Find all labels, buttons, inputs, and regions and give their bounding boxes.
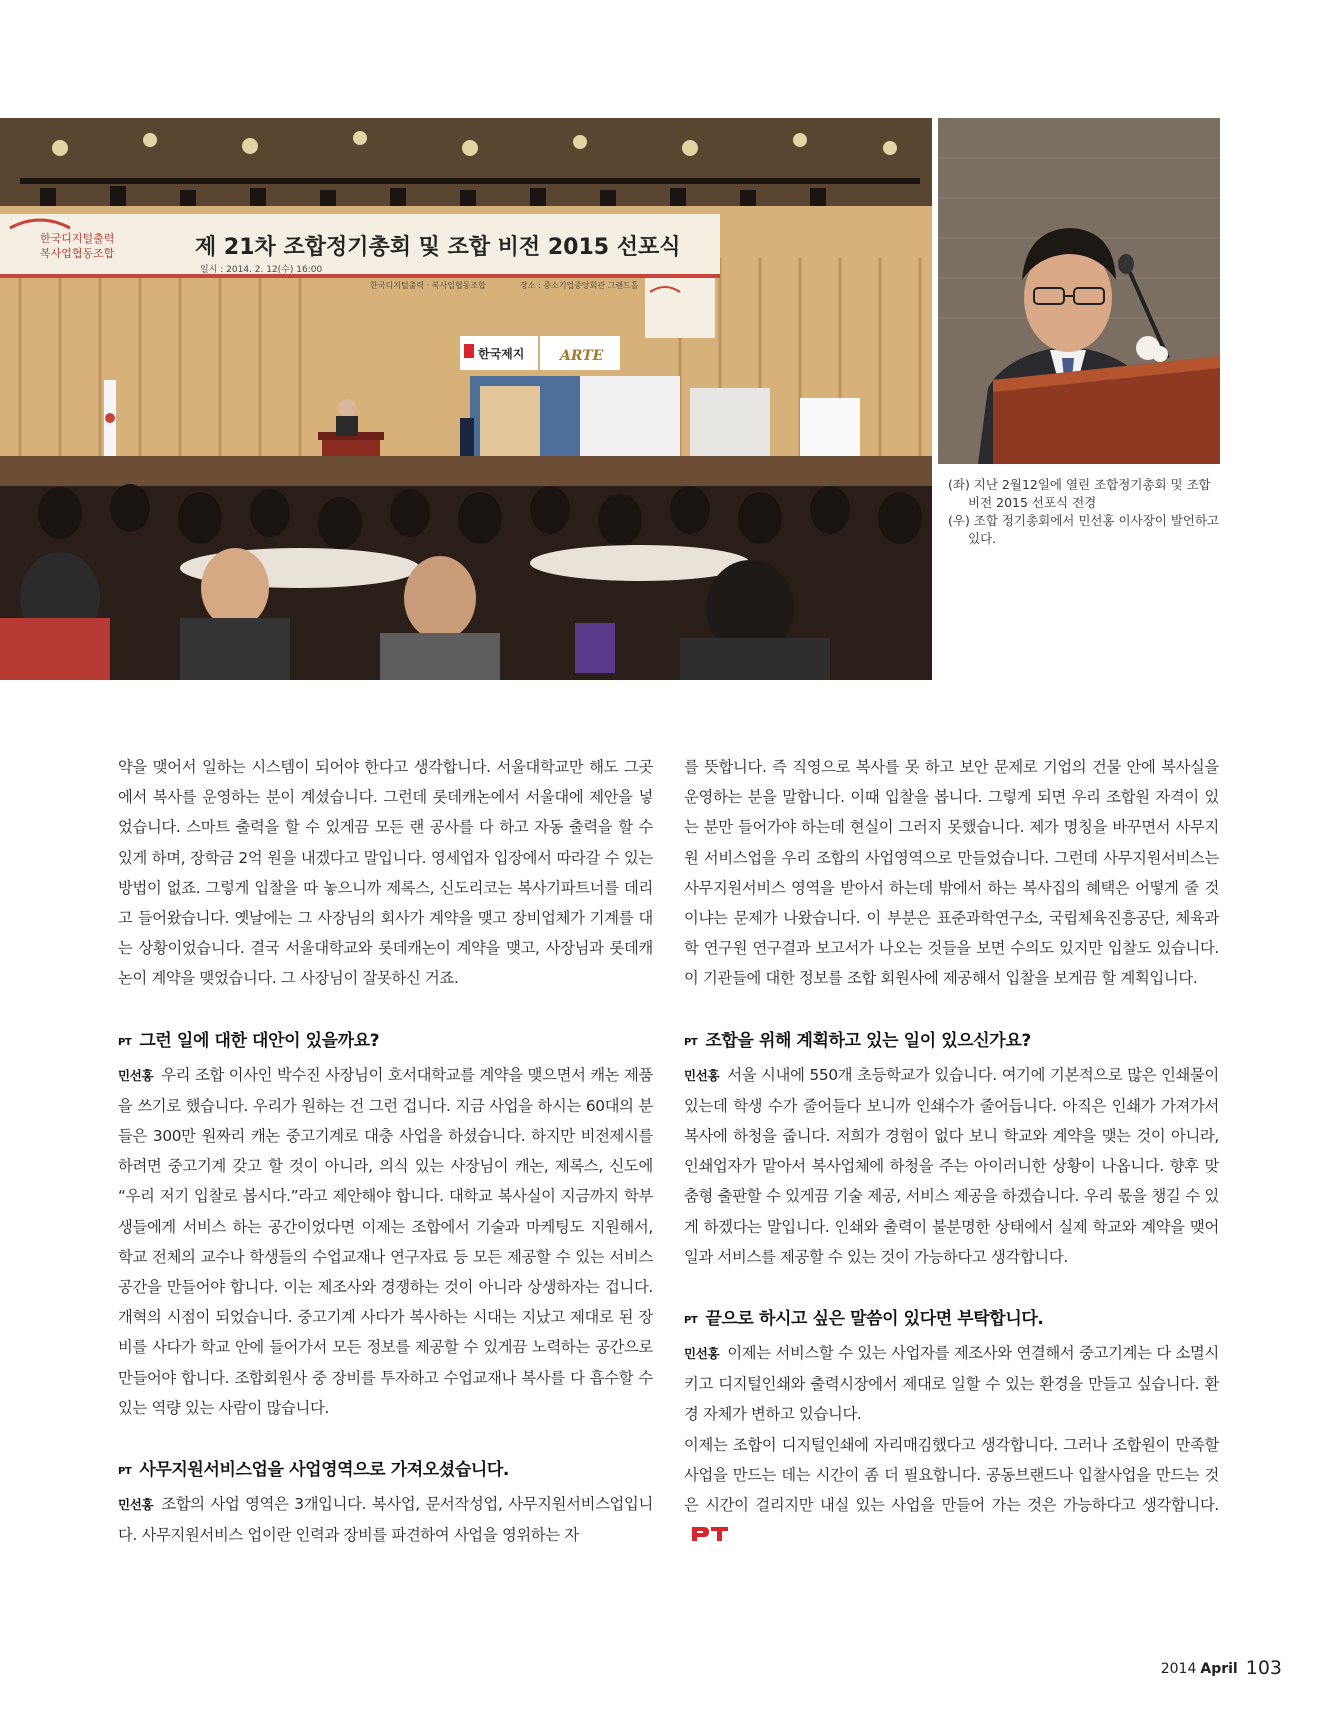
question-text: 그런 일에 대한 대안이 있을까요? <box>139 1030 380 1051</box>
answer-text: 이제는 서비스할 수 있는 사업자를 제조사와 연결해서 중고기계는 다 소멸시키고 디지털인쇄와 출력시장에서 제대로 일할 수 있는 환경을 만들고 싶습니다. 환경 자체가 변하고 있습니다. <box>684 1344 1219 1424</box>
answer-paragraph <box>118 1489 653 1550</box>
banner-meta: 일시 : 2014. 2. 12(수) 16:00 <box>200 265 323 275</box>
answer-paragraph <box>118 1060 653 1423</box>
photo-caption <box>948 476 1220 548</box>
speaker-label: 민선홍 <box>684 1067 720 1083</box>
speaker-label: 민선홍 <box>118 1067 154 1083</box>
pt-label: PT <box>118 1466 132 1478</box>
pt-label: PT <box>684 1036 698 1048</box>
banner-logo-text: 한국디지털출력 <box>40 232 115 245</box>
banner-title: 제 21차 조합정기총회 및 조합 비전 2015 선포식 <box>195 235 681 260</box>
speaker-label: 민선홍 <box>684 1346 720 1362</box>
page-footer <box>1161 1657 1282 1679</box>
question-heading <box>118 1453 653 1489</box>
footer-year: 2014 <box>1160 1661 1197 1677</box>
closing-paragraph <box>684 1430 1219 1551</box>
caption-right: (우) 조합 정기총회에서 민선홍 이사장이 발언하고 있다. <box>948 513 1220 546</box>
speaker-portrait-photo <box>938 118 1220 464</box>
pt-label: PT <box>118 1036 132 1048</box>
caption-left: (좌) 지난 2월12일에 열린 조합정기총회 및 조합 비전 2015 선포식 전경 <box>948 477 1211 510</box>
banner-place: 장소 : 중소기업중앙회관 그랜드홀 <box>520 281 639 290</box>
question-text: 사무지원서비스업을 사업영역으로 가져오셨습니다. <box>139 1460 509 1481</box>
answer-paragraph <box>684 1060 1219 1272</box>
paragraph: 약을 맺어서 일하는 시스템이 되어야 한다고 생각합니다. 서울대학교만 해도 그곳에서 복사를 운영하는 분이 계셨습니다. 그런데 롯데캐논에서 서울대에 제안을 넣었습니다. 스마트 출력을 할 수 있게끔 모든 랜 공사를 다 하고 자동 출력을 할 수 있게 하며, 장학금 2억 원을 내겠다고 말입니다. 영세업자 입장에서 따라갈 수 있는 방법이 없죠. 그렇게 입찰을 따 놓으니까 제록스, 신도리코는 복사기파트너를 데리고 들어왔습니다. 옛날에는 그 사장님의 회사가 계약을 맺고 장비업체가 기계를 대는 상황이었습니다. 결국 서울대학교와 롯데캐논이 계약을 맺고, 사장님과 롯데캐논이 계약을 맺었습니다. 그 사장님이 잘못하신 거죠. <box>118 758 653 988</box>
question-heading <box>118 1024 653 1060</box>
conference-hall-photo <box>0 118 932 680</box>
answer-text: 조합의 사업 영역은 3개입니다. 복사업, 문서작성업, 사무지원서비스업입니다. 사무지원서비스 업이란 인력과 장비를 파견하여 사업을 영위하는 자 <box>118 1495 653 1545</box>
question-text: 끝으로 하시고 싶은 말씀이 있다면 부탁합니다. <box>705 1309 1044 1330</box>
answer-text: 우리 조합 이사인 박수진 사장님이 호서대학교를 계약을 맺으면서 캐논 제품을 쓰기로 했습니다. 우리가 원하는 건 그런 겁니다. 지금 사업을 하시는 60대의 분들은 300만 원짜리 캐논 중고기계로 대충 사업을 하셨습니다. 하지만 비전제시를 하려면 중고기계 갖고 할 것이 아니라, 의식 있는 사장님이 캐논, 제록스, 신도에 “우리 저기 입찰로 봅시다.”라고 제안해야 합니다. 대학교 복사실이 지금까지 학부생들에게 서비스 하는 공간이었다면 이제는 조합에서 기술과 마케팅도 지원해서, 학교 전체의 교수나 학생들의 수업교재나 연구자료 등 모든 제공할 수 있는 서비스 공간을 만들어야 합니다. 이는 제조사와 경쟁하는 것이 아니라 상생하자는 겁니다. 개혁의 시점이 되었습니다. 중고기계 사다가 복사하는 시대는 지났고 제대로 된 장비를 사다가 학교 안에 들어가서 모든 정보를 제공할 수 있게끔 노력하는 공간으로 만들어야 합니다. 조합회원사 중 장비를 투자하고 수업교재나 복사를 다 흡수할 수 있는 역량 있는 사람이 많습니다. <box>118 1065 653 1417</box>
sponsor-sign-1: 한국제지 <box>478 347 525 361</box>
pt-logo-icon <box>690 1525 730 1543</box>
banner-org: 한국디지털출력 · 복사업협동조합 <box>370 281 486 290</box>
right-column <box>684 752 1219 1550</box>
left-column <box>118 752 653 1550</box>
answer-text: 서울 시내에 550개 초등학교가 있습니다. 여기에 기본적으로 많은 인쇄물이 있는데 학생 수가 줄어들다 보니까 인쇄수가 줄어듭니다. 아직은 인쇄가 가져가서 복사에 하청을 줍니다. 저희가 경험이 없다 보니 학교와 계약을 맺는 것이 아니라, 인쇄업자가 맡아서 복사업체에 하청을 주는 아이러니한 상황이 나옵니다. 향후 맞춤형 출판할 수 있게끔 기술 제공, 서비스 제공을 하겠습니다. 우리 몫을 챙길 수 있게 하겠다는 말입니다. 인쇄와 출력이 불분명한 상태에서 실제 학교와 계약을 맺어 일과 서비스를 제공할 수 있는 것이 가능하다고 생각합니다. <box>684 1065 1219 1266</box>
pt-label: PT <box>684 1315 698 1327</box>
question-heading <box>684 1024 1219 1060</box>
question-heading <box>684 1302 1219 1338</box>
page-number: 103 <box>1245 1657 1282 1679</box>
svg-text:복사업협동조합: 복사업협동조합 <box>40 247 115 260</box>
speaker-label: 민선홍 <box>118 1497 154 1513</box>
paragraph: 를 뜻합니다. 즉 직영으로 복사를 못 하고 보안 문제로 기업의 건물 안에 복사실을 운영하는 분을 말합니다. 이때 입찰을 봅니다. 그렇게 되면 우리 조합원 자격이 있는 분만 들어가야 하는데 현실이 그러지 못했습니다. 제가 명칭을 바꾸면서 사무지원 서비스업을 우리 조합의 사업영역으로 만들었습니다. 그런데 사무지원서비스는 사무지원서비스 영역을 받아서 하는데 밖에서 하는 복사집의 혜택은 어떻게 줄 것이냐는 문제가 나왔습니다. 이 부분은 표준과학연구소, 국립체육진흥공단, 체육과학 연구원 연구결과 보고서가 나오는 것들을 보면 수의도 있지만 입찰도 있습니다. 이 기관들에 대한 정보를 조합 회원사에 제공해서 입찰을 보게끔 할 계획입니다. <box>684 758 1219 988</box>
sponsor-sign-2: ARTE <box>560 348 604 364</box>
footer-month: April <box>1200 1661 1238 1677</box>
closing-text: 이제는 조합이 디지털인쇄에 자리매김했다고 생각합니다. 그러나 조합원이 만족할 사업을 만드는 데는 시간이 좀 더 필요합니다. 공동브랜드나 입찰사업을 만드는 것은 시간이 걸리지만 내실 있는 사업을 만들어 가는 것은 가능하다고 생각합니다. <box>684 1435 1219 1515</box>
answer-paragraph <box>684 1338 1219 1430</box>
question-text: 조합을 위해 계획하고 있는 일이 있으신가요? <box>705 1030 1031 1051</box>
